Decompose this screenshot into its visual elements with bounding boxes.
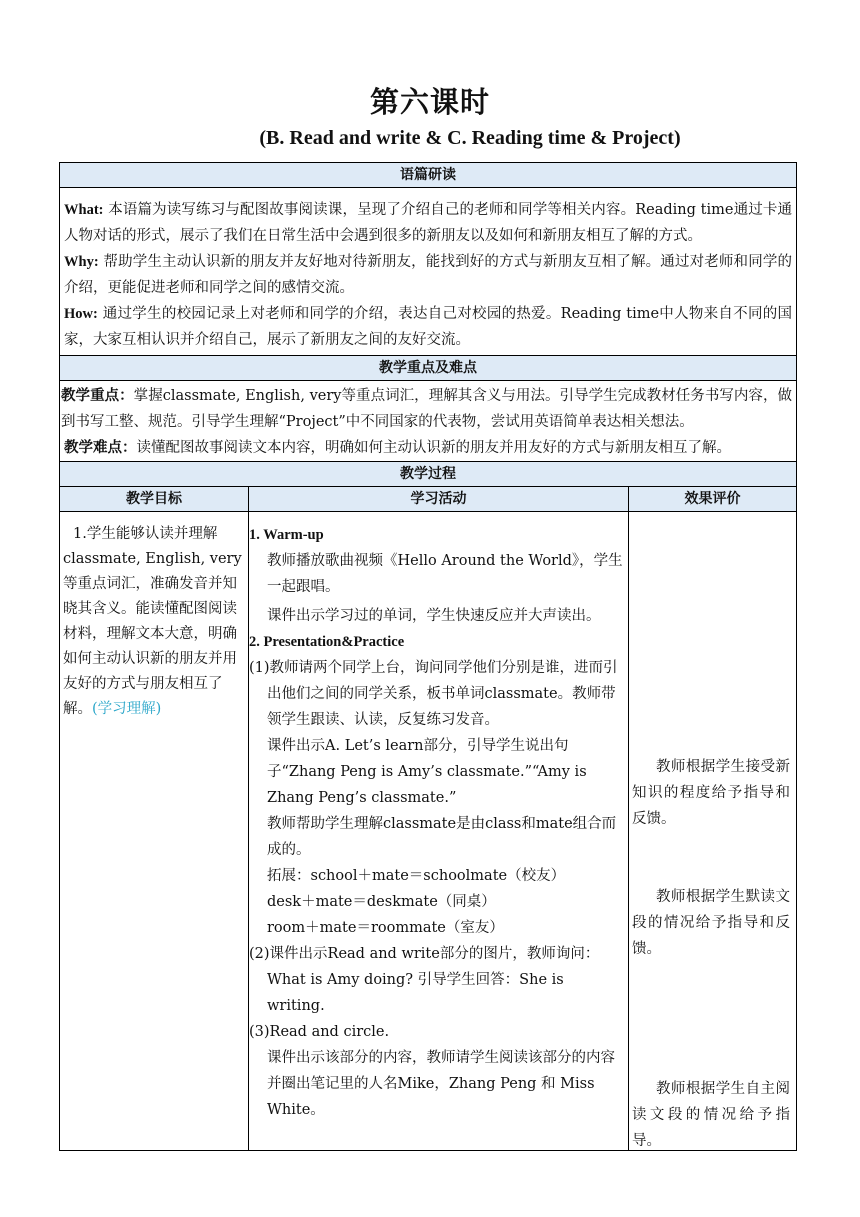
why-text: 帮助学生主动认识新的朋友并友好地对待新朋友，能找到好的方式与新朋友互相了解。通过对老师和同学的介绍，更能促进老师和同学之间的感情交流。 bbox=[64, 254, 792, 296]
column-header-objective: 教学目标 bbox=[60, 487, 249, 512]
objective-tag: (学习理解) bbox=[92, 701, 162, 717]
section-heading-discourse: 语篇研读 bbox=[60, 163, 797, 188]
why-label: Why: bbox=[64, 254, 99, 270]
presentation-step-2b: What is Amy doing? 引导学生回答：She is writing. bbox=[267, 972, 564, 1014]
what-paragraph bbox=[60, 188, 796, 249]
evaluation-content bbox=[629, 512, 796, 1150]
presentation-step-2: (2)课件出示Read and write部分的图片，教师询问： bbox=[249, 946, 600, 962]
warmup-heading: 1. Warm-up bbox=[249, 527, 324, 543]
presentation-step-1e: desk＋mate＝deskmate（同桌） bbox=[267, 894, 496, 910]
what-label: What: bbox=[64, 202, 104, 218]
page-subtitle: (B. Read and write & C. Reading time & Project) bbox=[259, 127, 681, 149]
evaluation-item-2: 教师根据学生默读文段的情况给予指导和反馈。 bbox=[632, 889, 790, 957]
what-text: 本语篇为读写练习与配图故事阅读课，呈现了介绍自己的老师和同学等相关内容。Reading time通过卡通人物对话的形式，展示了我们在日常生活中会遇到很多的新朋友以及如何和新朋友相互了解的方式。 bbox=[64, 202, 792, 244]
section-heading-process: 教学过程 bbox=[60, 462, 797, 487]
how-paragraph bbox=[60, 301, 796, 355]
activity-cell bbox=[249, 512, 629, 1151]
presentation-step-3: (3)Read and circle. bbox=[249, 1024, 390, 1040]
objective-text: 1.学生能够认读并理解classmate, English, very等重点词汇，准确发音并知晓其含义。能读懂配图阅读材料，理解文本大意，明确如何主动认识新的朋友并用友好的方式与朋友相互了解。(学习理解) bbox=[63, 526, 242, 717]
lesson-plan-table bbox=[59, 162, 797, 1151]
why-paragraph bbox=[60, 249, 796, 301]
key-points-text: 掌握classmate, English, very等重点词汇，理解其含义与用法。引导学生完成教材任务书写内容，做到书写工整、规范。引导学生理解“Project”中不同国家的代表物，尝试用英语简单表达相关想法。 bbox=[61, 388, 792, 430]
presentation-heading: 2. Presentation&Practice bbox=[249, 634, 405, 650]
column-header-evaluation: 效果评价 bbox=[629, 487, 797, 512]
warmup-step-1: 教师播放歌曲视频《Hello Around the World》，学生一起跟唱。 bbox=[267, 553, 623, 595]
evaluation-item-1: 教师根据学生接受新知识的程度给予指导和反馈。 bbox=[632, 759, 790, 827]
difficult-points-paragraph bbox=[60, 435, 796, 461]
discourse-analysis-cell bbox=[60, 188, 797, 356]
column-header-activity: 学习活动 bbox=[249, 487, 629, 512]
objective-cell bbox=[60, 512, 249, 1151]
presentation-step-1: (1)教师请两个同学上台，询问同学他们分别是谁，进而引出他们之间的同学关系，板书单词classmate。教师带领学生跟读、认读，反复练习发音。 bbox=[249, 660, 618, 728]
presentation-step-1b: 课件出示A. Let’s learn部分，引导学生说出句子“Zhang Peng is Amy’s classmate.”“Amy is Zhang Peng’s classmate.” bbox=[267, 738, 587, 806]
evaluation-item-3: 教师根据学生自主阅读文段的情况给予指导。 bbox=[632, 1081, 790, 1149]
evaluation-cell bbox=[629, 512, 797, 1151]
focus-cell bbox=[60, 381, 797, 462]
presentation-step-3b: 课件出示该部分的内容，教师请学生阅读该部分的内容并圈出笔记里的人名Mike，Zhang Peng 和 Miss White。 bbox=[267, 1050, 615, 1118]
how-text: 通过学生的校园记录上对老师和同学的介绍，表达自己对校园的热爱。Reading time中人物来自不同的国家，大家互相认识并介绍自己，展示了新朋友之间的友好交流。 bbox=[64, 306, 792, 348]
warmup-step-2: 课件出示学习过的单词，学生快速反应并大声读出。 bbox=[267, 608, 601, 624]
difficult-points-label: 教学难点： bbox=[64, 440, 137, 456]
how-label: How: bbox=[64, 306, 98, 322]
difficult-points-text: 读懂配图故事阅读文本内容，明确如何主动认识新的朋友并用友好的方式与新朋友相互了解。 bbox=[136, 440, 731, 456]
page-title: 第六课时 bbox=[369, 85, 490, 119]
activity-content bbox=[249, 512, 628, 1123]
presentation-step-1f: room＋mate＝roommate（室友） bbox=[267, 920, 504, 936]
key-points-label: 教学重点： bbox=[61, 388, 134, 404]
presentation-step-1d: 拓展：school＋mate＝schoolmate（校友） bbox=[267, 868, 566, 884]
presentation-step-1c: 教师帮助学生理解classmate是由class和mate组合而成的。 bbox=[267, 816, 617, 858]
section-heading-focus: 教学重点及难点 bbox=[60, 356, 797, 381]
key-points-paragraph bbox=[60, 381, 796, 435]
